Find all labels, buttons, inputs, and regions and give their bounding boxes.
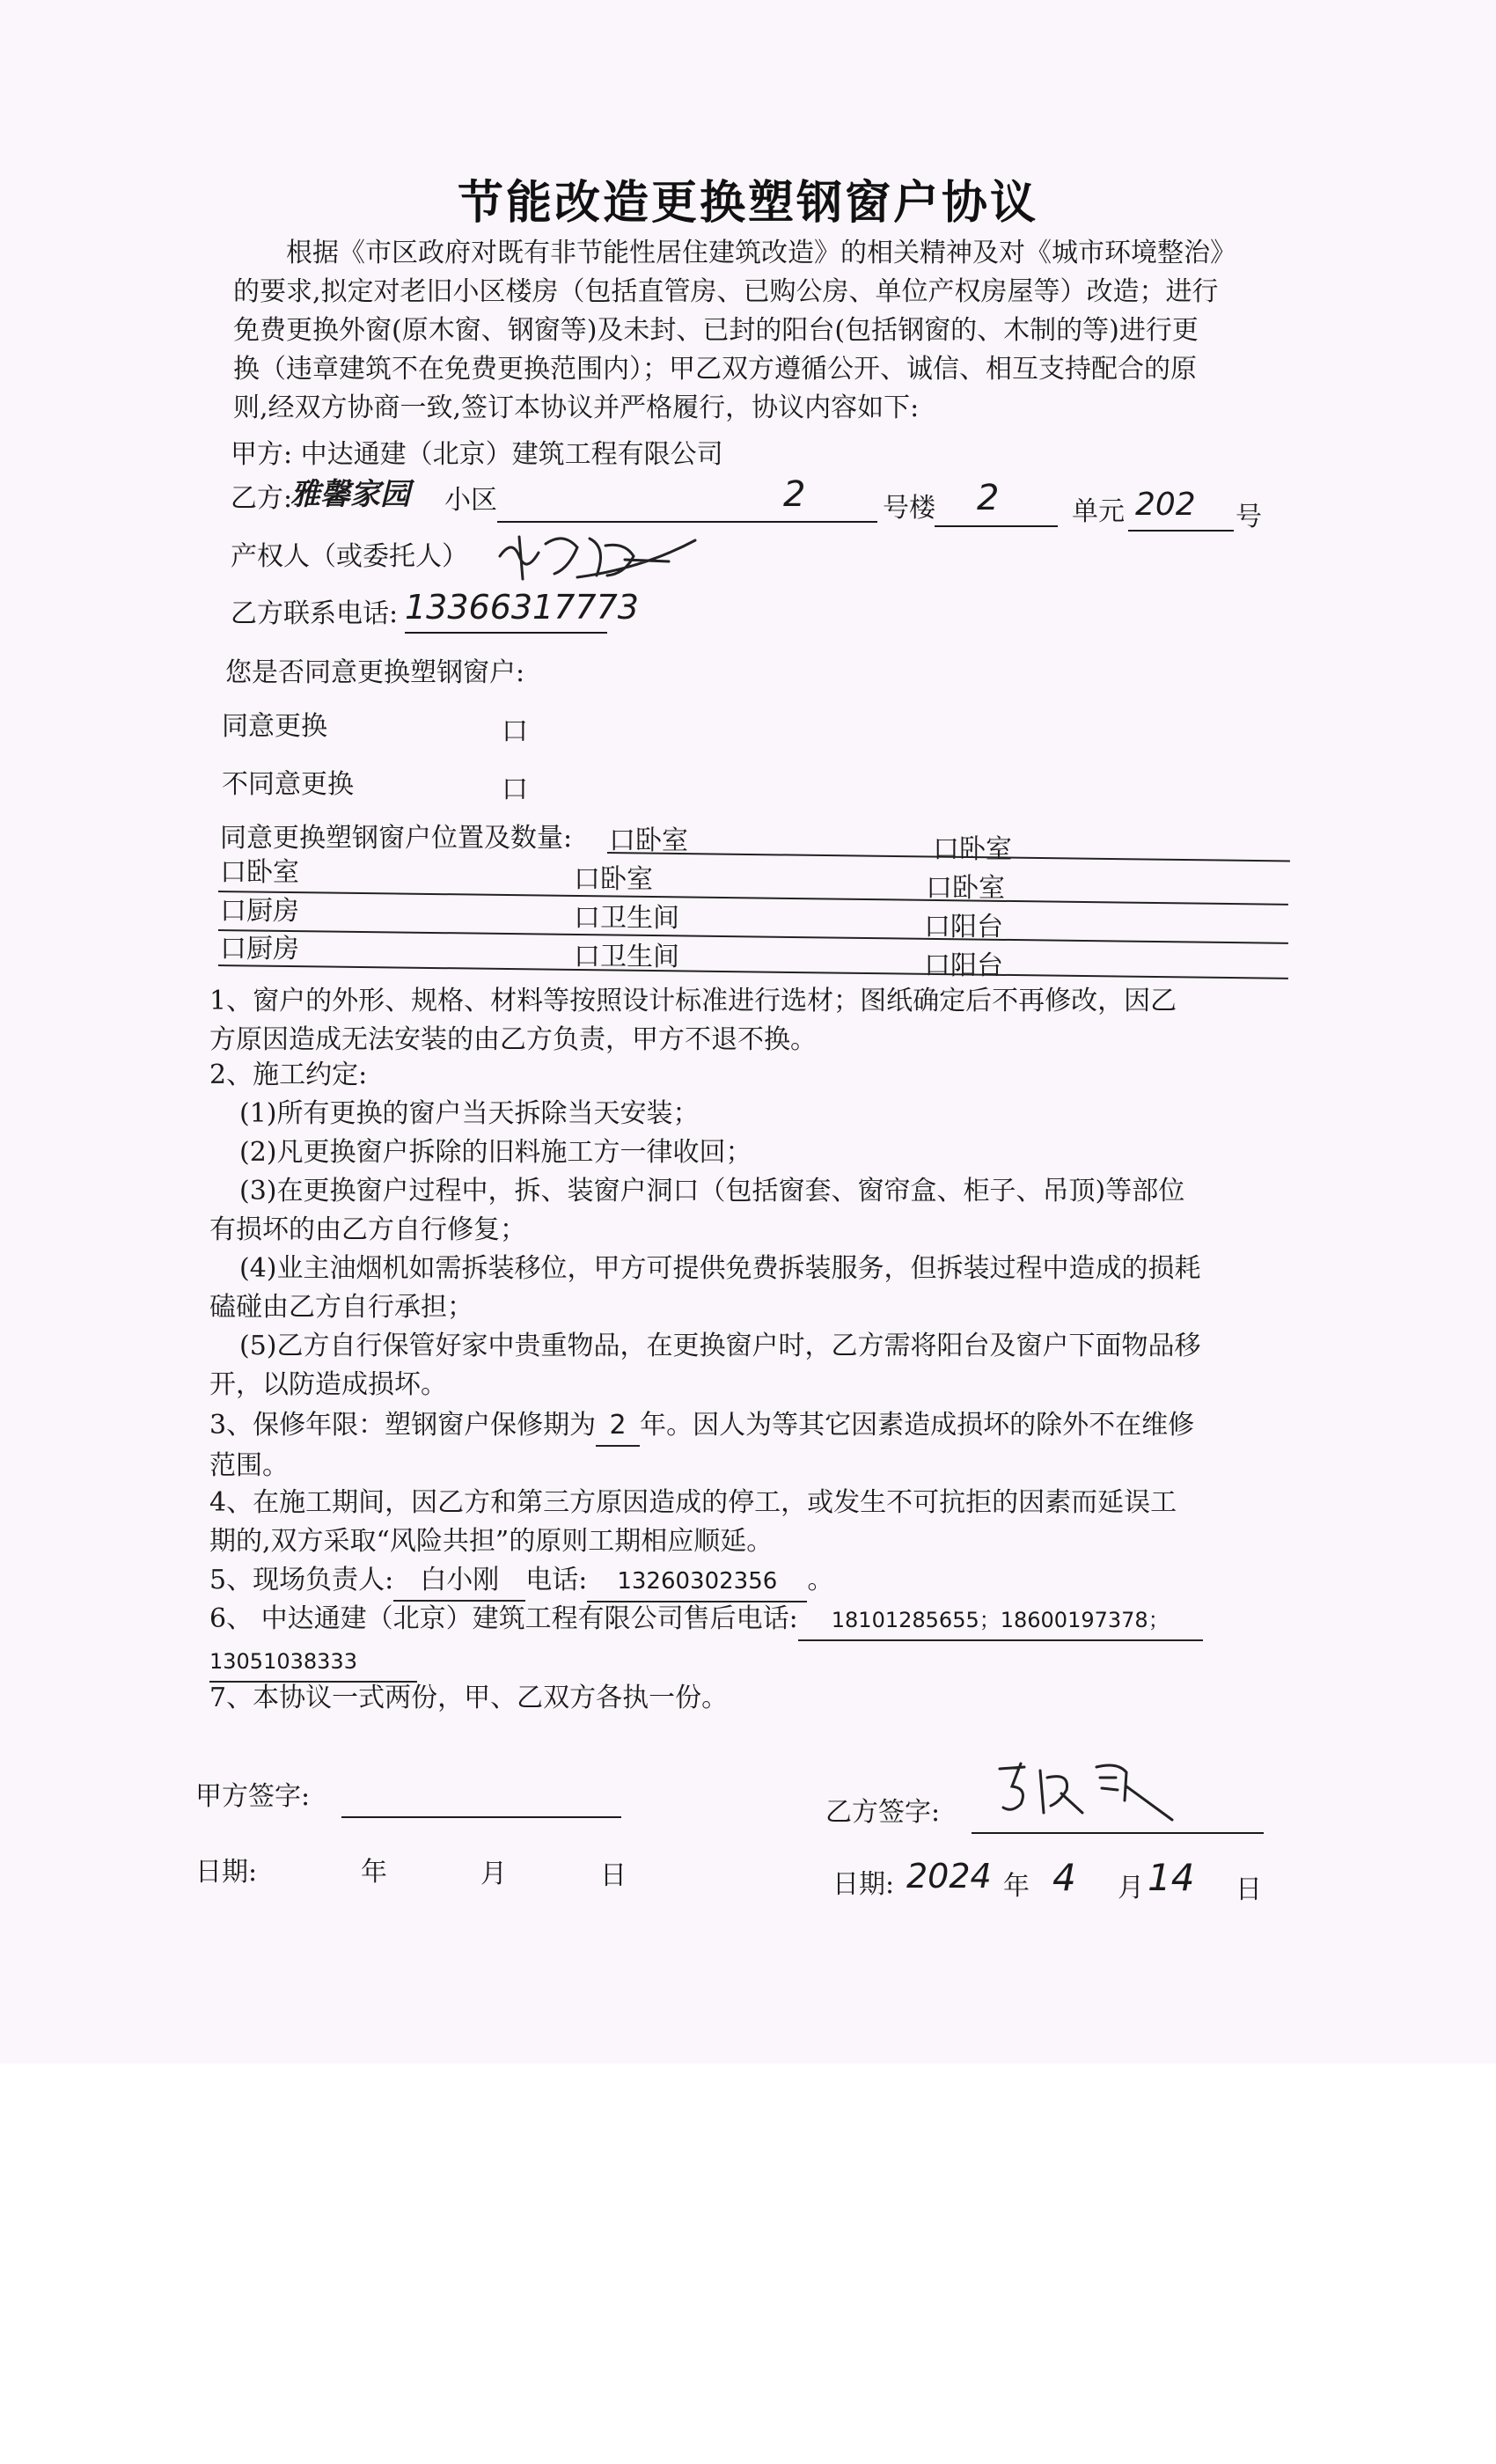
grid-rule — [218, 891, 1288, 906]
party-b-label: 乙方: — [231, 483, 293, 514]
clause-2 — [209, 1056, 1294, 1404]
party-a-day: 日 — [600, 1860, 627, 1891]
party-a-date-label: 日期: — [195, 1857, 258, 1888]
after-sales-phones: 18101285655；18600197378； — [798, 1601, 1203, 1641]
party-b-signature — [986, 1751, 1188, 1834]
consent-question: 您是否同意更换塑钢窗户: — [225, 657, 525, 688]
clause-line: (4)业主油烟机如需拆装移位，甲方可提供免费拆装服务，但拆装过程中造成的损耗 — [239, 1253, 1201, 1284]
party-b-month-value: 4 — [1052, 1856, 1076, 1899]
grid-rule — [218, 964, 1288, 979]
agree-checkbox[interactable]: 口 — [502, 716, 528, 747]
party-b-month: 月 — [1118, 1873, 1144, 1903]
after-sales-phone: 13051038333 — [209, 1642, 417, 1683]
community-handwritten: 雅馨家园 — [290, 477, 410, 512]
position-balcony[interactable]: 口阳台 — [924, 912, 1003, 942]
clause-1 — [209, 982, 1294, 1060]
clause-line: (5)乙方自行保管好家中贵重物品，在更换窗户时，乙方需将阳台及窗户下面物品移 — [239, 1331, 1201, 1361]
position-bathroom[interactable]: 口卫生间 — [574, 903, 679, 934]
clause-line: 1、窗户的外形、规格、材料等按照设计标准进行选材；图纸确定后不再修改，因乙 — [209, 986, 1177, 1016]
clause-line: 2、施工约定: — [209, 1060, 368, 1090]
position-bedroom[interactable]: 口卧室 — [926, 873, 1005, 904]
clause-text: 5、现场负责人: — [209, 1565, 394, 1595]
positions-label: 同意更换塑钢窗户位置及数量: — [220, 823, 573, 854]
disagree-label: 不同意更换 — [222, 769, 354, 800]
position-balcony[interactable]: 口阳台 — [924, 950, 1003, 981]
clause-line: 方原因造成无法安装的由乙方负责，甲方不退不换。 — [209, 1024, 817, 1055]
clause-text: 电话: — [525, 1565, 588, 1595]
position-kitchen[interactable]: 口厨房 — [220, 934, 299, 964]
clause-line: 4、在施工期间，因乙方和第三方原因造成的停工，或发生不可抗拒的因素而延误工 — [209, 1487, 1177, 1518]
owner-signature — [493, 521, 704, 595]
intro-line: 的要求,拟定对老旧小区楼房（包括直管房、已购公房、单位产权房屋等）改造；进行 — [233, 276, 1219, 307]
intro-line: 免费更换外窗(原木窗、钢窗等)及未封、已封的阳台(包括钢窗的、木制的等)进行更 — [233, 315, 1199, 346]
party-b-date-label: 日期: — [832, 1869, 895, 1900]
clause-text: 年。因人为等其它因素造成损坏的除外不在维修 — [640, 1410, 1195, 1441]
intro-paragraph — [233, 234, 1309, 428]
party-b-sign-label: 乙方签字: — [825, 1797, 941, 1828]
clause-line: 7、本协议一式两份，甲、乙双方各执一份。 — [209, 1683, 729, 1713]
room-number: 202 — [1135, 487, 1196, 523]
site-manager-name: 白小刚 — [393, 1561, 525, 1602]
intro-line: 换（违章建筑不在免费更换范围内）；甲乙双方遵循公开、诚信、相互支持配合的原 — [233, 354, 1197, 385]
party-a-month: 月 — [480, 1859, 507, 1889]
position-bedroom[interactable]: 口卧室 — [574, 864, 653, 895]
position-bedroom[interactable]: 口卧室 — [933, 834, 1012, 865]
clause-line — [209, 1600, 1294, 1641]
clause-line: (3)在更换窗户过程中，拆、装窗户洞口（包括窗套、窗帘盒、柜子、吊顶)等部位 — [239, 1176, 1185, 1206]
clause-line: 期的,双方采取“风险共担”的原则工期相应顺延。 — [209, 1526, 774, 1557]
phone-value: 13366317773 — [405, 588, 639, 627]
phone-label: 乙方联系电话: — [231, 598, 399, 629]
party-a-sign-line[interactable] — [341, 1816, 621, 1818]
unit-underline — [935, 525, 1058, 527]
agree-label: 同意更换 — [222, 711, 327, 742]
clause-line — [209, 1641, 1294, 1683]
disagree-checkbox[interactable]: 口 — [502, 774, 528, 805]
clause-4 — [209, 1484, 1294, 1561]
clause-7 — [209, 1679, 1294, 1718]
room-label: 号 — [1236, 502, 1262, 532]
clause-line: 磕碰由乙方自行承担； — [209, 1292, 473, 1323]
community-suffix: 小区 — [444, 485, 497, 516]
party-b-year-value: 2024 — [906, 1857, 992, 1896]
intro-line: 根据《市区政府对既有非节能性居住建筑改造》的相关精神及对《城市环境整治》 — [286, 238, 1236, 268]
phone-underline — [405, 632, 607, 634]
position-bathroom[interactable]: 口卫生间 — [574, 942, 679, 972]
party-b-day: 日 — [1236, 1874, 1262, 1905]
clause-line: 范围。 — [209, 1450, 289, 1481]
clause-text: 。 — [807, 1565, 834, 1595]
clause-line: 有损坏的由乙方自行修复； — [209, 1214, 526, 1245]
clause-6 — [209, 1600, 1294, 1683]
clause-line: (2)凡更换窗户拆除的旧料施工方一律收回； — [239, 1137, 752, 1168]
building-number: 2 — [783, 474, 806, 515]
party-a: 甲方: 中达通建（北京）建筑工程有限公司 — [231, 439, 723, 470]
clause-3 — [209, 1406, 1294, 1485]
clause-text: 3、保修年限：塑钢窗户保修期为 — [209, 1410, 597, 1441]
position-bedroom[interactable]: 口卧室 — [609, 825, 688, 856]
position-kitchen[interactable]: 口厨房 — [220, 896, 299, 927]
party-a-sign-label: 甲方签字: — [195, 1781, 311, 1812]
building-label: 号楼 — [883, 493, 935, 524]
party-b-day-value: 14 — [1148, 1856, 1195, 1899]
party-b-year: 年 — [1003, 1871, 1030, 1902]
document-title: 节能改造更换塑钢窗户协议 — [457, 177, 1038, 230]
grid-rule — [218, 929, 1288, 944]
clause-5 — [209, 1561, 1294, 1602]
unit-label: 单元 — [1072, 496, 1125, 527]
position-bedroom[interactable]: 口卧室 — [220, 857, 299, 888]
clause-line: (1)所有更换的窗户当天拆除当天安装； — [239, 1098, 700, 1129]
clause-text: 6、 中达通建（北京）建筑工程有限公司售后电话: — [209, 1603, 798, 1634]
warranty-years: 2 — [596, 1406, 640, 1447]
owner-label: 产权人（或委托人） — [231, 541, 468, 572]
room-underline — [1128, 530, 1234, 532]
intro-line: 则,经双方协商一致,签订本协议并严格履行，协议内容如下: — [233, 392, 920, 423]
clause-line: 开，以防造成损坏。 — [209, 1369, 447, 1400]
clause-line — [209, 1561, 1294, 1602]
site-manager-phone: 13260302356 — [587, 1562, 807, 1602]
party-a-year: 年 — [361, 1857, 387, 1888]
clause-line — [209, 1406, 1294, 1447]
unit-number: 2 — [977, 478, 1000, 518]
